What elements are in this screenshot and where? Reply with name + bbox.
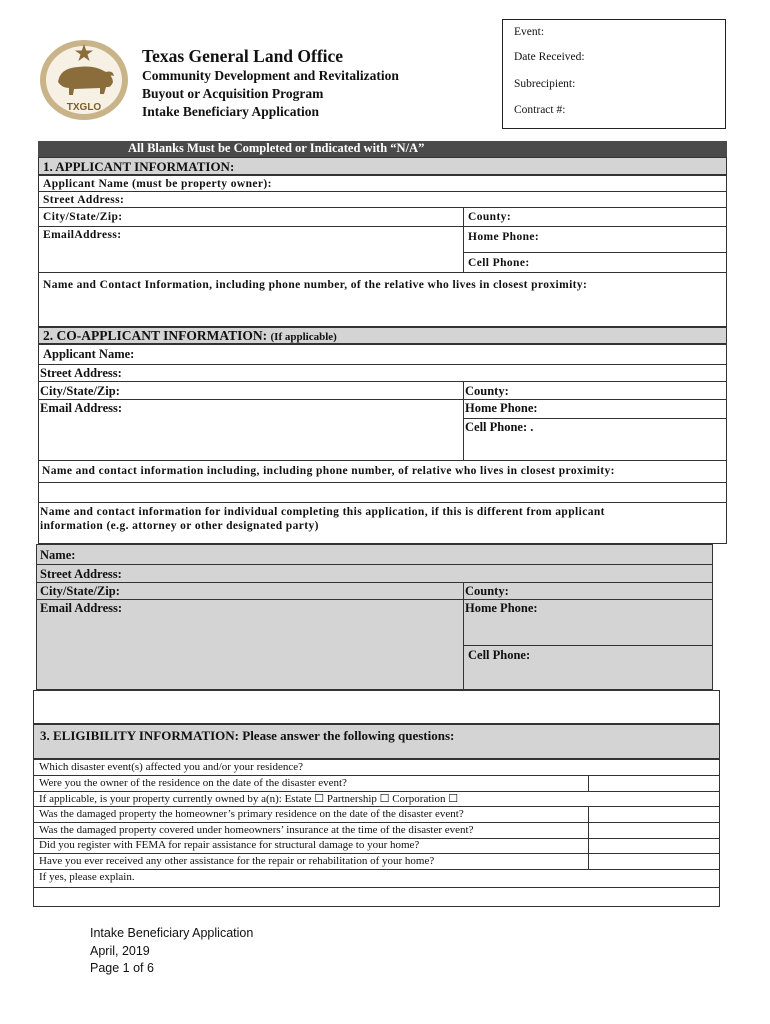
relative-contact-field[interactable]: Name and Contact Information, including phone number, of the relative who lives in closest proximity: xyxy=(43,279,588,291)
other-name-field[interactable]: Name: xyxy=(40,548,76,562)
city-state-zip-field[interactable]: City/State/Zip: xyxy=(43,211,123,223)
co-city-state-zip-field[interactable]: City/State/Zip: xyxy=(40,384,120,398)
section3-heading: 3. ELIGIBILITY INFORMATION: Please answer the following questions: xyxy=(40,728,455,743)
other-party-description-1: Name and contact information for individual completing this application, if this is different from applicant xyxy=(40,506,605,518)
other-street-address-field[interactable]: Street Address: xyxy=(40,567,122,581)
co-email-address-field[interactable]: Email Address: xyxy=(40,401,123,415)
instructions-text: All Blanks Must be Completed or Indicated with “N/A” xyxy=(128,141,425,155)
office-title: Texas General Land Office xyxy=(142,46,344,66)
applicant-name-field[interactable]: Applicant Name (must be property owner): xyxy=(43,178,272,190)
instructions-banner xyxy=(38,141,727,157)
other-email-address-field[interactable]: Email Address: xyxy=(40,601,123,615)
section1-box xyxy=(38,175,727,327)
question-ownership-type[interactable]: If applicable, is your property currently owned by a(n): Estate ☐ Partnership ☐ Corporation ☐ xyxy=(39,793,459,805)
section2-heading-text: 2. CO-APPLICANT INFORMATION: xyxy=(43,328,268,343)
home-phone-field[interactable]: Home Phone: xyxy=(468,231,540,243)
question-disaster-events[interactable]: Which disaster event(s) affected you and/or your residence? xyxy=(39,761,303,773)
cell-phone-field[interactable]: Cell Phone: xyxy=(468,257,530,269)
program-line-1: Community Development and Revitalization xyxy=(142,68,399,83)
email-address-field[interactable]: EmailAddress: xyxy=(43,229,122,241)
section2-heading xyxy=(43,328,337,344)
other-cell-phone-field[interactable]: Cell Phone: xyxy=(468,648,531,662)
co-county-field[interactable]: County: xyxy=(465,384,509,398)
program-line-2: Buyout or Acquisition Program xyxy=(142,86,324,101)
section2-heading-note: (If applicable) xyxy=(270,331,337,343)
blank-row xyxy=(33,690,720,724)
question-primary-residence[interactable]: Was the damaged property the homeowner’s primary residence on the date of the disaster event? xyxy=(39,808,464,820)
contract-label: Contract #: xyxy=(514,104,566,116)
question-fema[interactable]: Did you register with FEMA for repair assistance for structural damage to your home? xyxy=(39,839,420,851)
other-city-state-zip-field[interactable]: City/State/Zip: xyxy=(40,584,120,598)
co-home-phone-field[interactable]: Home Phone: xyxy=(465,401,538,415)
other-home-phone-field[interactable]: Home Phone: xyxy=(465,601,538,615)
footer-date: April, 2019 xyxy=(90,944,150,958)
logo-text: TXGLO xyxy=(66,102,102,113)
other-party-description-2: information (e.g. attorney or other designated party) xyxy=(40,520,319,532)
date-received-label: Date Received: xyxy=(514,51,585,63)
county-field[interactable]: County: xyxy=(468,211,512,223)
subrecipient-label: Subrecipient: xyxy=(514,78,576,90)
co-applicant-name-field[interactable]: Applicant Name: xyxy=(43,347,135,361)
txglo-logo xyxy=(38,38,130,122)
question-owner-on-date[interactable]: Were you the owner of the residence on the date of the disaster event? xyxy=(39,777,347,789)
co-relative-contact-field[interactable]: Name and contact information including, including phone number, of relative who lives in closest proximity: xyxy=(42,465,615,477)
question-insurance[interactable]: Was the damaged property covered under homeowners’ insurance at the time of the disaster event? xyxy=(39,824,474,836)
question-other-assistance[interactable]: Have you ever received any other assistance for the repair or rehabilitation of your home? xyxy=(39,855,435,867)
other-county-field[interactable]: County: xyxy=(465,584,509,598)
other-party-box xyxy=(36,544,713,690)
co-street-address-field[interactable]: Street Address: xyxy=(40,366,122,380)
question-explain[interactable]: If yes, please explain. xyxy=(39,871,135,883)
program-line-3: Intake Beneficiary Application xyxy=(142,104,320,119)
co-cell-phone-field[interactable]: Cell Phone: . xyxy=(465,420,534,434)
street-address-field[interactable]: Street Address: xyxy=(43,194,125,206)
section1-heading: 1. APPLICANT INFORMATION: xyxy=(43,159,235,174)
footer-page-number: Page 1 of 6 xyxy=(90,961,154,975)
event-label: Event: xyxy=(514,26,545,38)
footer-doc-title: Intake Beneficiary Application xyxy=(90,926,254,940)
